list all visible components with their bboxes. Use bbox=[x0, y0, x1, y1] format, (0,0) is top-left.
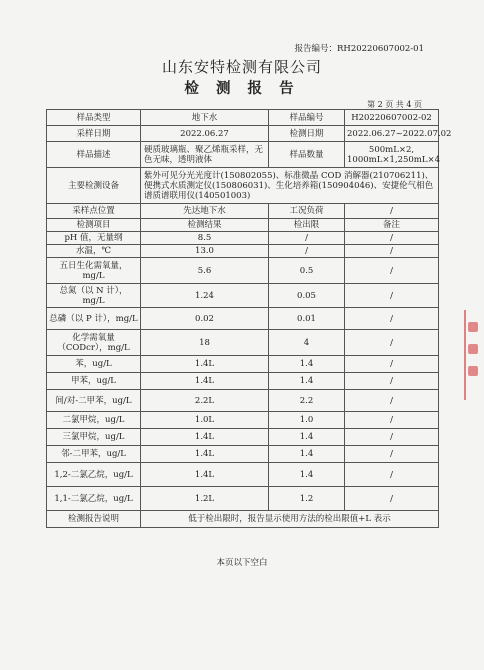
remark-cell: / bbox=[345, 232, 439, 245]
note-row bbox=[47, 511, 439, 528]
remark-cell: / bbox=[345, 330, 439, 356]
result-cell: 1.4L bbox=[141, 356, 269, 373]
limit-cell: / bbox=[269, 245, 345, 258]
qty-line: 1000mL×1,250mL×4 bbox=[347, 154, 441, 165]
seal-stamp bbox=[464, 310, 480, 400]
equipment-cell: 紫外可见分光光度计(150802055)、标准微晶 COD 消解器(210706211)、便携式水质测定仪(150806031)、生化培养箱(150904046)、安捷伦气相色谱质谱联用仪(140501003) bbox=[141, 168, 439, 204]
report-table bbox=[46, 109, 452, 528]
result-cell: 0.02 bbox=[141, 308, 269, 330]
info-row bbox=[47, 110, 439, 126]
info-row bbox=[47, 168, 439, 204]
table-row bbox=[47, 446, 439, 463]
item-cell: 苯，ug/L bbox=[47, 356, 141, 373]
company-name: 山东安特检测有限公司 bbox=[161, 58, 322, 76]
table-row bbox=[47, 373, 439, 390]
value-cell: / bbox=[345, 204, 439, 219]
table-row bbox=[47, 487, 439, 511]
item-cell: 水温，℃ bbox=[47, 245, 141, 258]
item-cell: 总氮（以 N 计），mg/L bbox=[47, 284, 141, 308]
item-cell: 1,2-二氯乙烷，ug/L bbox=[47, 463, 141, 487]
page-number: 第 2 页 共 4 页 bbox=[367, 100, 422, 109]
label-cell: 样品数量 bbox=[269, 142, 345, 168]
result-cell: 13.0 bbox=[141, 245, 269, 258]
remark-cell: / bbox=[345, 463, 439, 487]
remark-cell: / bbox=[345, 446, 439, 463]
info-row bbox=[47, 142, 439, 168]
limit-cell: 1.4 bbox=[269, 373, 345, 390]
limit-cell: 1.4 bbox=[269, 446, 345, 463]
info-row bbox=[47, 126, 439, 142]
table-row bbox=[47, 429, 439, 446]
remark-cell: / bbox=[345, 373, 439, 390]
label-cell: 检测日期 bbox=[269, 126, 345, 142]
result-cell: 2.2L bbox=[141, 390, 269, 412]
limit-cell: 0.5 bbox=[269, 258, 345, 284]
report-number: 报告编号：RH20220607002-01 bbox=[294, 44, 424, 54]
table-row bbox=[47, 258, 439, 284]
value-cell: H20220607002-02 bbox=[345, 110, 439, 126]
label-cell: 采样点位置 bbox=[47, 204, 141, 219]
column-header: 检测项目 bbox=[47, 219, 141, 232]
remark-cell: / bbox=[345, 412, 439, 429]
limit-cell: 0.05 bbox=[269, 284, 345, 308]
table-row bbox=[47, 232, 439, 245]
item-cell: 化学需氧量（CODcr），mg/L bbox=[47, 330, 141, 356]
value-cell: 2022.06.27~2022.07.02 bbox=[345, 126, 439, 142]
result-cell: 1.0L bbox=[141, 412, 269, 429]
result-cell: 1.4L bbox=[141, 446, 269, 463]
label-cell: 样品编号 bbox=[269, 110, 345, 126]
remark-cell: / bbox=[345, 390, 439, 412]
table-row bbox=[47, 463, 439, 487]
label-cell: 样品描述 bbox=[47, 142, 141, 168]
table-row bbox=[47, 412, 439, 429]
remark-cell: / bbox=[345, 258, 439, 284]
result-cell: 1.4L bbox=[141, 373, 269, 390]
limit-cell: 1.2 bbox=[269, 487, 345, 511]
limit-cell: 4 bbox=[269, 330, 345, 356]
limit-cell: 0.01 bbox=[269, 308, 345, 330]
table-row bbox=[47, 390, 439, 412]
item-cell: 三氯甲烷，ug/L bbox=[47, 429, 141, 446]
limit-cell: 1.4 bbox=[269, 463, 345, 487]
label-cell: 采样日期 bbox=[47, 126, 141, 142]
result-cell: 1.4L bbox=[141, 463, 269, 487]
label-cell: 主要检测设备 bbox=[47, 168, 141, 204]
table-row bbox=[47, 245, 439, 258]
value-cell: 先达地下水 bbox=[141, 204, 269, 219]
item-cell: 1,1-二氯乙烷，ug/L bbox=[47, 487, 141, 511]
report-title: 检 测 报 告 bbox=[184, 80, 300, 97]
column-header: 检出限 bbox=[269, 219, 345, 232]
qty-line: 500mL×2, bbox=[368, 144, 415, 155]
item-cell: 间/对-二甲苯，ug/L bbox=[47, 390, 141, 412]
value-cell: 2022.06.27 bbox=[141, 126, 269, 142]
table-row bbox=[47, 308, 439, 330]
note-label: 检测报告说明 bbox=[47, 511, 141, 528]
value-cell bbox=[345, 142, 439, 168]
limit-cell: 1.4 bbox=[269, 356, 345, 373]
remark-cell: / bbox=[345, 308, 439, 330]
table-row bbox=[47, 330, 439, 356]
limit-cell: / bbox=[269, 232, 345, 245]
item-cell: 邻-二甲苯，ug/L bbox=[47, 446, 141, 463]
label-cell: 工况负荷 bbox=[269, 204, 345, 219]
remark-cell: / bbox=[345, 356, 439, 373]
remark-cell: / bbox=[345, 284, 439, 308]
note-text: 低于检出限时，报告显示使用方法的检出限值+L 表示 bbox=[141, 511, 439, 528]
remark-cell: / bbox=[345, 429, 439, 446]
result-cell: 8.5 bbox=[141, 232, 269, 245]
column-header: 检测结果 bbox=[141, 219, 269, 232]
value-cell: 地下水 bbox=[141, 110, 269, 126]
item-cell: 总磷（以 P 计），mg/L bbox=[47, 308, 141, 330]
result-cell: 1.24 bbox=[141, 284, 269, 308]
page-footer: 本页以下空白 bbox=[216, 558, 268, 568]
label-cell: 样品类型 bbox=[47, 110, 141, 126]
result-cell: 1.2L bbox=[141, 487, 269, 511]
item-cell: 五日生化需氧量，mg/L bbox=[47, 258, 141, 284]
column-header: 备注 bbox=[345, 219, 439, 232]
remark-cell: / bbox=[345, 487, 439, 511]
limit-cell: 2.2 bbox=[269, 390, 345, 412]
result-cell: 18 bbox=[141, 330, 269, 356]
result-cell: 1.4L bbox=[141, 429, 269, 446]
limit-cell: 1.0 bbox=[269, 412, 345, 429]
table-header-row bbox=[47, 219, 439, 232]
item-cell: pH 值，无量纲 bbox=[47, 232, 141, 245]
remark-cell: / bbox=[345, 245, 439, 258]
limit-cell: 1.4 bbox=[269, 429, 345, 446]
item-cell: 甲苯，ug/L bbox=[47, 373, 141, 390]
table-row bbox=[47, 284, 439, 308]
table-row bbox=[47, 356, 439, 373]
result-cell: 5.6 bbox=[141, 258, 269, 284]
value-cell: 硬质玻璃瓶、聚乙烯瓶采样，无色无味，透明液体 bbox=[141, 142, 269, 168]
item-cell: 二氯甲烷，ug/L bbox=[47, 412, 141, 429]
info-row bbox=[47, 204, 439, 219]
